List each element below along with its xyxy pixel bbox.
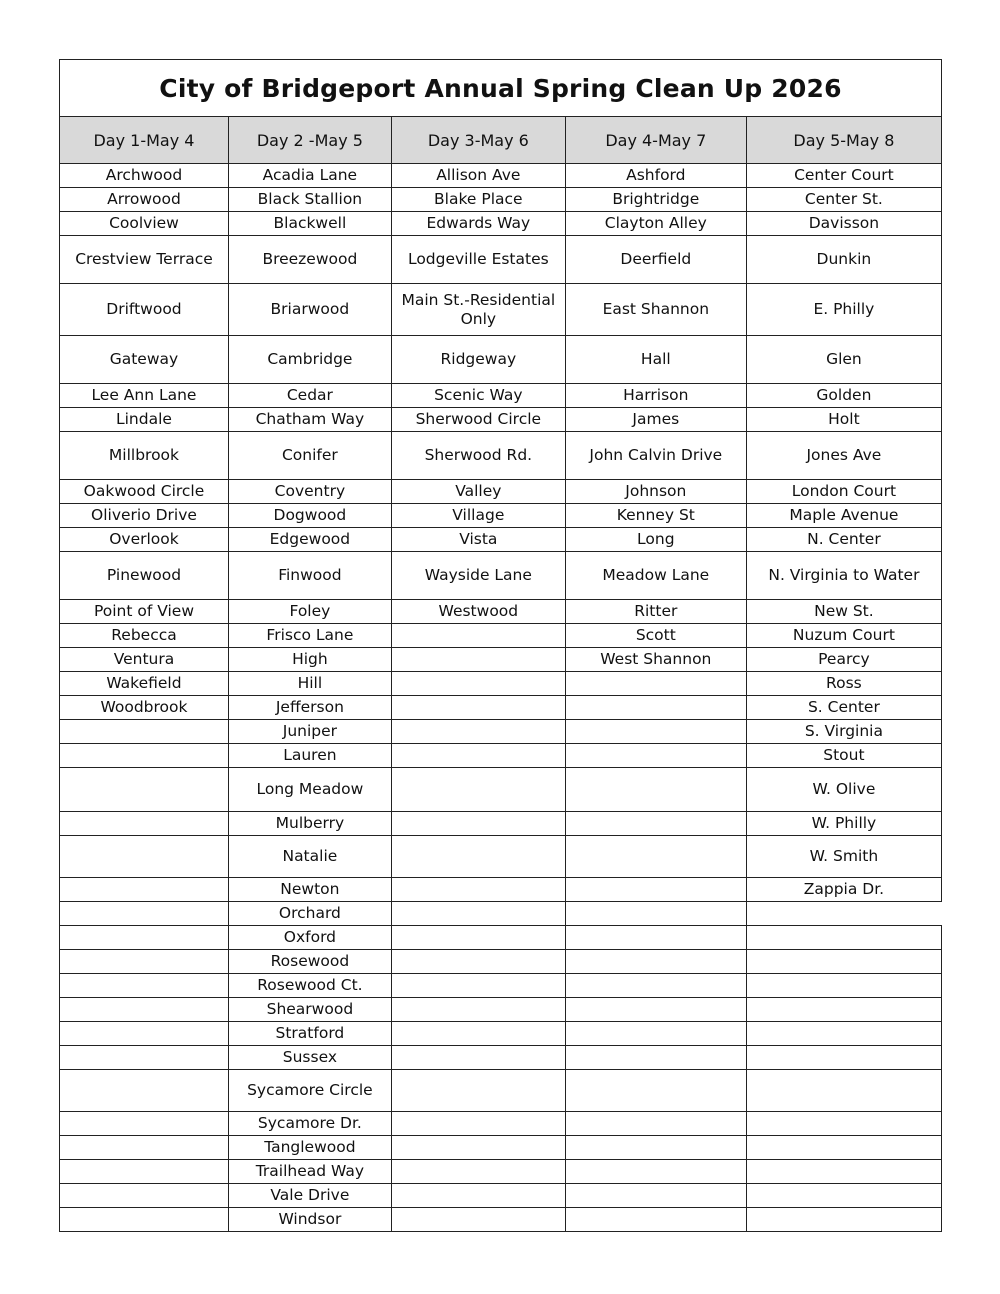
street-cell: Allison Ave [391,164,565,188]
street-cell: James [565,408,746,432]
street-cell: Oakwood Circle [60,480,229,504]
street-cell [391,974,565,998]
street-cell: Vale Drive [228,1184,391,1208]
table-row [60,164,942,188]
street-cell [565,836,746,878]
street-cell: Cedar [228,384,391,408]
day-header: Day 4-May 7 [565,117,746,164]
street-cell: Stout [746,744,941,768]
street-cell [565,1112,746,1136]
street-cell: Nuzum Court [746,624,941,648]
street-cell [746,1070,941,1112]
street-cell: Jones Ave [746,432,941,480]
street-cell: Long Meadow [228,768,391,812]
street-cell: Maple Avenue [746,504,941,528]
street-cell [60,1184,229,1208]
day-header: Day 3-May 6 [391,117,565,164]
street-cell: Stratford [228,1022,391,1046]
street-cell [565,1136,746,1160]
day-header: Day 5-May 8 [746,117,941,164]
street-cell [565,1208,746,1232]
street-cell: Westwood [391,600,565,624]
street-cell [391,878,565,902]
table-row [60,1046,942,1070]
table-row [60,384,942,408]
street-cell [565,974,746,998]
table-row [60,926,942,950]
street-cell: Main St.-Residential Only [391,284,565,336]
street-cell: Lodgeville Estates [391,236,565,284]
street-cell [391,1070,565,1112]
street-cell [60,836,229,878]
street-cell: Clayton Alley [565,212,746,236]
street-cell: Glen [746,336,941,384]
street-cell: Breezewood [228,236,391,284]
street-cell: Ritter [565,600,746,624]
table-row [60,284,942,336]
street-cell: Rosewood Ct. [228,974,391,998]
street-cell: Golden [746,384,941,408]
street-cell: Acadia Lane [228,164,391,188]
table-row [60,950,942,974]
table-row [60,336,942,384]
street-cell [746,902,941,926]
table-row [60,878,942,902]
table-row [60,836,942,878]
street-cell [391,672,565,696]
street-cell [746,974,941,998]
street-cell [60,1112,229,1136]
table-row [60,528,942,552]
street-cell: Kenney St [565,504,746,528]
street-cell: Point of View [60,600,229,624]
street-cell: Gateway [60,336,229,384]
street-cell [391,998,565,1022]
street-cell: Newton [228,878,391,902]
street-cell [565,812,746,836]
street-cell [746,950,941,974]
street-cell: Pearcy [746,648,941,672]
street-cell: E. Philly [746,284,941,336]
street-cell: W. Smith [746,836,941,878]
street-cell [391,1184,565,1208]
street-cell: Arrowood [60,188,229,212]
street-cell: Vista [391,528,565,552]
street-cell [565,998,746,1022]
street-cell: Woodbrook [60,696,229,720]
street-cell: Jefferson [228,696,391,720]
street-cell: Dogwood [228,504,391,528]
street-cell [391,1160,565,1184]
street-cell: Zappia Dr. [746,878,941,902]
street-cell [391,720,565,744]
street-cell [391,1208,565,1232]
table-row [60,696,942,720]
table-row [60,902,942,926]
street-cell: Ashford [565,164,746,188]
day-header: Day 1-May 4 [60,117,229,164]
street-cell [391,624,565,648]
street-cell: Trailhead Way [228,1160,391,1184]
street-cell [746,1022,941,1046]
table-row [60,1070,942,1112]
street-cell [60,1046,229,1070]
street-cell: Archwood [60,164,229,188]
table-row [60,432,942,480]
table-row [60,1112,942,1136]
street-cell: Rosewood [228,950,391,974]
street-cell: Meadow Lane [565,552,746,600]
street-cell: John Calvin Drive [565,432,746,480]
street-cell: Chatham Way [228,408,391,432]
street-cell: Ross [746,672,941,696]
street-cell: Oxford [228,926,391,950]
street-cell: Blake Place [391,188,565,212]
street-cell: West Shannon [565,648,746,672]
street-cell: Ridgeway [391,336,565,384]
street-cell: Lee Ann Lane [60,384,229,408]
street-cell [391,812,565,836]
street-cell: W. Olive [746,768,941,812]
street-cell [60,878,229,902]
table-row [60,480,942,504]
table-row [60,1208,942,1232]
street-cell [391,696,565,720]
street-cell: Coolview [60,212,229,236]
street-cell: Pinewood [60,552,229,600]
street-cell [565,878,746,902]
street-cell: Davisson [746,212,941,236]
table-row [60,504,942,528]
street-cell: Lauren [228,744,391,768]
street-cell: Sycamore Dr. [228,1112,391,1136]
schedule-table [59,59,942,1232]
street-cell: Millbrook [60,432,229,480]
street-cell: Crestview Terrace [60,236,229,284]
street-cell [391,1136,565,1160]
street-cell: N. Virginia to Water [746,552,941,600]
street-cell [746,1208,941,1232]
street-cell [565,672,746,696]
street-cell [565,696,746,720]
street-cell: Deerfield [565,236,746,284]
table-row [60,1160,942,1184]
street-cell: Valley [391,480,565,504]
table-row [60,998,942,1022]
street-cell: Frisco Lane [228,624,391,648]
table-row [60,236,942,284]
street-cell: Scott [565,624,746,648]
street-cell [391,836,565,878]
street-cell: Sherwood Rd. [391,432,565,480]
street-cell [60,1022,229,1046]
day-header: Day 2 -May 5 [228,117,391,164]
street-cell: Tanglewood [228,1136,391,1160]
table-row [60,1184,942,1208]
street-cell [60,998,229,1022]
street-cell [60,1070,229,1112]
table-row [60,812,942,836]
street-cell: Dunkin [746,236,941,284]
street-cell: Edgewood [228,528,391,552]
table-row [60,624,942,648]
street-cell [60,812,229,836]
street-cell [565,950,746,974]
street-cell: Natalie [228,836,391,878]
street-cell: Ventura [60,648,229,672]
street-cell [746,1112,941,1136]
street-cell: Scenic Way [391,384,565,408]
street-cell [565,1046,746,1070]
street-cell [391,926,565,950]
street-cell [391,1022,565,1046]
street-cell [60,950,229,974]
street-cell: Shearwood [228,998,391,1022]
street-cell [391,1046,565,1070]
street-cell: Sherwood Circle [391,408,565,432]
table-row [60,648,942,672]
street-cell: Wakefield [60,672,229,696]
street-cell: New St. [746,600,941,624]
street-cell: Long [565,528,746,552]
table-row [60,552,942,600]
table-row [60,1022,942,1046]
street-cell: Hall [565,336,746,384]
street-cell: Coventry [228,480,391,504]
table-row [60,744,942,768]
table-row [60,768,942,812]
street-cell: East Shannon [565,284,746,336]
street-cell: Wayside Lane [391,552,565,600]
street-cell [60,1208,229,1232]
street-cell [565,1184,746,1208]
street-cell [391,744,565,768]
street-cell: Briarwood [228,284,391,336]
street-cell [565,744,746,768]
street-cell: Finwood [228,552,391,600]
table-row [60,188,942,212]
street-cell [60,720,229,744]
street-cell [746,1160,941,1184]
street-cell [60,926,229,950]
street-cell: Juniper [228,720,391,744]
table-row [60,408,942,432]
page-title: City of Bridgeport Annual Spring Clean Up 2026 [60,60,942,117]
street-cell: Conifer [228,432,391,480]
street-cell: Blackwell [228,212,391,236]
street-cell [746,1046,941,1070]
street-cell [565,902,746,926]
street-cell [746,1136,941,1160]
street-cell [746,1184,941,1208]
street-cell: Edwards Way [391,212,565,236]
street-cell: Brightridge [565,188,746,212]
street-cell [565,768,746,812]
street-cell [565,720,746,744]
street-cell: S. Center [746,696,941,720]
table-row [60,600,942,624]
street-cell: Driftwood [60,284,229,336]
street-cell [565,926,746,950]
street-cell: N. Center [746,528,941,552]
street-cell [746,998,941,1022]
street-cell [391,950,565,974]
table-row [60,974,942,998]
street-cell: W. Philly [746,812,941,836]
street-cell: Center Court [746,164,941,188]
table-row [60,212,942,236]
street-cell [565,1070,746,1112]
street-cell [391,768,565,812]
street-cell: Overlook [60,528,229,552]
street-cell: Oliverio Drive [60,504,229,528]
street-cell [746,926,941,950]
street-cell [565,1160,746,1184]
street-cell: Rebecca [60,624,229,648]
table-row [60,672,942,696]
street-cell [391,648,565,672]
street-cell [60,744,229,768]
street-cell [60,1160,229,1184]
street-cell: Johnson [565,480,746,504]
schedule-sheet [59,59,942,1232]
street-cell: Orchard [228,902,391,926]
street-cell: London Court [746,480,941,504]
street-cell: Cambridge [228,336,391,384]
street-cell: Center St. [746,188,941,212]
street-cell [60,768,229,812]
street-cell [565,1022,746,1046]
street-cell: Windsor [228,1208,391,1232]
street-cell [60,1136,229,1160]
table-row [60,720,942,744]
street-cell: Black Stallion [228,188,391,212]
street-cell: Sussex [228,1046,391,1070]
street-cell [60,974,229,998]
table-row [60,1136,942,1160]
street-cell [391,902,565,926]
street-cell [391,1112,565,1136]
street-cell: High [228,648,391,672]
street-cell: S. Virginia [746,720,941,744]
street-cell: Holt [746,408,941,432]
street-cell: Sycamore Circle [228,1070,391,1112]
street-cell: Harrison [565,384,746,408]
street-cell [60,902,229,926]
street-cell: Mulberry [228,812,391,836]
street-cell: Hill [228,672,391,696]
street-cell: Foley [228,600,391,624]
street-cell: Lindale [60,408,229,432]
street-cell: Village [391,504,565,528]
